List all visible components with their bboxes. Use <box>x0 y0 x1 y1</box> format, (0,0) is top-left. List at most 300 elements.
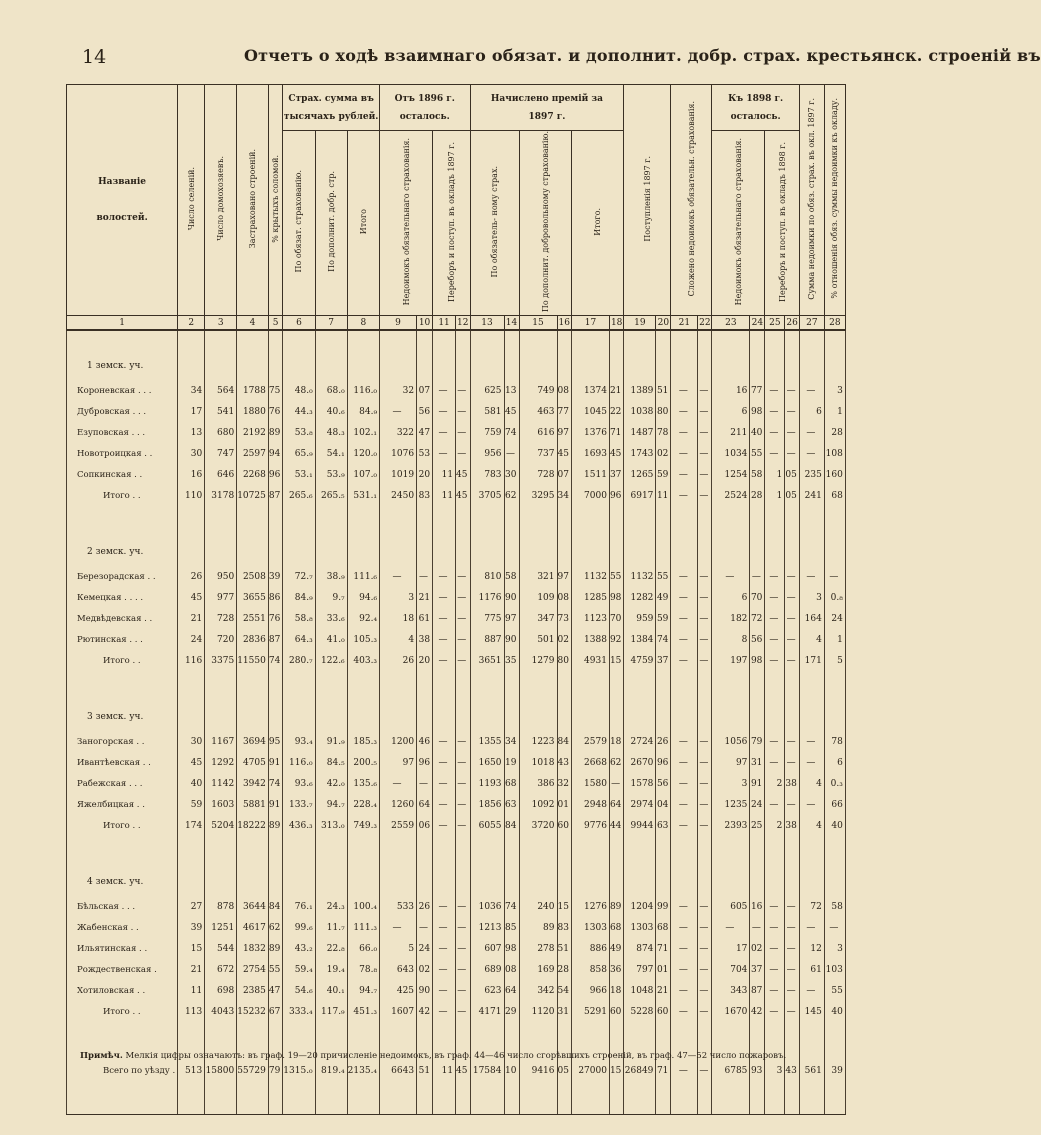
table-cell: 11 <box>433 464 456 485</box>
table-cell: — <box>671 980 698 1001</box>
table-cell: — <box>698 422 712 443</box>
table-cell: 94.₇ <box>347 980 379 1001</box>
table-cell: 56 <box>656 773 671 794</box>
table-cell: — <box>765 1001 785 1022</box>
table-cell: — <box>785 380 799 401</box>
table-cell: 1056 <box>712 731 750 752</box>
spacer-row <box>67 836 846 868</box>
table-cell: — <box>698 794 712 815</box>
table-cell: 04 <box>656 794 671 815</box>
table-cell: 15 <box>609 650 623 671</box>
table-row <box>67 443 846 464</box>
table-cell: — <box>785 650 799 671</box>
row-label: Ильятинская . . <box>67 938 178 959</box>
table-cell: 959 <box>624 608 656 629</box>
table-cell: — <box>433 629 456 650</box>
table-cell: 76 <box>268 608 282 629</box>
table-cell: 133.₇ <box>283 794 315 815</box>
table-cell: 2192 <box>237 422 269 443</box>
table-cell: — <box>750 566 765 587</box>
table-cell: 13 <box>178 422 205 443</box>
column-number: 13 <box>470 316 504 331</box>
table-cell: 80 <box>557 650 571 671</box>
table-cell: 1045 <box>571 401 609 422</box>
table-cell: — <box>698 587 712 608</box>
column-number: 27 <box>799 316 824 331</box>
column-number: 18 <box>609 316 623 331</box>
table-cell: 47 <box>417 422 433 443</box>
table-cell: 51 <box>557 938 571 959</box>
table-cell: — <box>785 794 799 815</box>
table-cell: 1123 <box>571 608 609 629</box>
table-cell: 62 <box>268 917 282 938</box>
table-cell: 33.₆ <box>315 608 347 629</box>
table-cell: 58 <box>750 464 765 485</box>
table-cell: — <box>698 1001 712 1022</box>
table-cell: 89 <box>268 422 282 443</box>
table-row <box>67 917 846 938</box>
table-cell: 68 <box>609 917 623 938</box>
table-cell: 38 <box>417 629 433 650</box>
table-cell: 4759 <box>624 650 656 671</box>
page-title: Отчетъ о ходѣ взаимнаго обязат. и дополнит. добр. страх. крестьянск. строеній въ <box>244 46 1041 65</box>
table-cell: 22 <box>609 401 623 422</box>
table-cell: 2 <box>765 773 785 794</box>
table-cell: 74 <box>504 422 519 443</box>
table-cell: 60 <box>609 1001 623 1022</box>
table-cell: 26 <box>656 731 671 752</box>
table-cell: — <box>765 896 785 917</box>
table-row <box>67 608 846 629</box>
table-cell: 97 <box>557 422 571 443</box>
table-cell: 3178 <box>205 485 237 506</box>
table-row <box>67 587 846 608</box>
table-cell: — <box>765 443 785 464</box>
table-cell: 78 <box>656 422 671 443</box>
table-cell: 87 <box>750 980 765 1001</box>
table-cell: 65.₉ <box>283 443 315 464</box>
header-group-summa: Страх. сумма въ тысячахъ рублей. <box>283 85 380 131</box>
table-cell: 64 <box>417 794 433 815</box>
table-cell: 966 <box>571 980 609 1001</box>
column-number: 22 <box>698 316 712 331</box>
table-cell: 1282 <box>624 587 656 608</box>
table-cell: 51 <box>417 1054 433 1088</box>
table-cell: 321 <box>519 566 557 587</box>
table-cell: 45 <box>178 752 205 773</box>
table-cell: — <box>456 752 470 773</box>
table-cell: 75 <box>268 380 282 401</box>
table-cell: 49 <box>656 587 671 608</box>
table-row <box>67 980 846 1001</box>
table-cell: 91 <box>268 752 282 773</box>
table-cell: 2974 <box>624 794 656 815</box>
table-cell: 3 <box>799 587 824 608</box>
table-cell: 643 <box>380 959 417 980</box>
table-cell: 55729 <box>237 1054 269 1088</box>
table-cell: 2 <box>765 815 785 836</box>
table-row <box>67 566 846 587</box>
table-cell: 99 <box>656 896 671 917</box>
table-cell: 561 <box>799 1054 824 1088</box>
table-cell: — <box>456 731 470 752</box>
section-heading-row <box>67 868 846 896</box>
table-cell: 544 <box>205 938 237 959</box>
row-label: Всего по уѣзду . <box>67 1054 178 1088</box>
table-cell: 160 <box>824 464 845 485</box>
table-cell: 3644 <box>237 896 269 917</box>
table-cell: 30 <box>178 443 205 464</box>
table-cell: 956 <box>470 443 504 464</box>
row-label: 1 земск. уч. <box>67 352 178 380</box>
table-cell: 15232 <box>237 1001 269 1022</box>
table-cell: 333.₄ <box>283 1001 315 1022</box>
table-cell: 1048 <box>624 980 656 1001</box>
table-cell: 1036 <box>470 896 504 917</box>
table-cell: — <box>671 422 698 443</box>
table-cell: 84 <box>268 896 282 917</box>
table-cell: — <box>698 959 712 980</box>
table-cell: 2754 <box>237 959 269 980</box>
table-cell: — <box>785 752 799 773</box>
table-cell: 4705 <box>237 752 269 773</box>
table-cell: 1142 <box>205 773 237 794</box>
table-cell: — <box>765 422 785 443</box>
table-cell: 1788 <box>237 380 269 401</box>
table-cell: — <box>698 464 712 485</box>
table-cell: — <box>671 815 698 836</box>
table-cell: 1880 <box>237 401 269 422</box>
table-cell: 45 <box>456 485 470 506</box>
table-cell: — <box>698 773 712 794</box>
table-cell: 1292 <box>205 752 237 773</box>
table-cell: 90 <box>504 587 519 608</box>
table-cell: 9776 <box>571 815 609 836</box>
row-label: Итого . . <box>67 815 178 836</box>
table-cell: 6643 <box>380 1054 417 1088</box>
table-cell: 0.₃ <box>824 773 845 794</box>
table-cell: 53.₉ <box>315 464 347 485</box>
table-cell: 11 <box>178 980 205 1001</box>
table-cell: 92.₄ <box>347 608 379 629</box>
table-cell: 2450 <box>380 485 417 506</box>
table-cell: 15 <box>557 896 571 917</box>
table-cell: — <box>433 773 456 794</box>
column-number: 12 <box>456 316 470 331</box>
table-row <box>67 959 846 980</box>
table-cell: 28 <box>557 959 571 980</box>
table-cell: 96 <box>656 752 671 773</box>
table-cell: 10725 <box>237 485 269 506</box>
table-cell: 164 <box>799 608 824 629</box>
table-cell: 1580 <box>571 773 609 794</box>
header-pct: % отношенія обяз. суммы недоимки къ окладу. <box>824 85 845 316</box>
table-cell: 78.₈ <box>347 959 379 980</box>
table-cell: 887 <box>470 629 504 650</box>
total-row <box>67 815 846 836</box>
table-cell: 1832 <box>237 938 269 959</box>
table-cell: 1303 <box>571 917 609 938</box>
table-cell: — <box>433 938 456 959</box>
table-cell: 98 <box>750 401 765 422</box>
table-cell: 21 <box>609 380 623 401</box>
table-cell: 43 <box>557 752 571 773</box>
row-label: Итого . . <box>67 650 178 671</box>
table-cell: 90 <box>417 980 433 1001</box>
table-cell: 38 <box>785 815 799 836</box>
table-cell: — <box>456 917 470 938</box>
table-cell: — <box>799 794 824 815</box>
table-cell: — <box>799 917 824 938</box>
table-cell: 72.₇ <box>283 566 315 587</box>
column-number: 2 <box>178 316 205 331</box>
table-cell: 425 <box>380 980 417 1001</box>
table-cell: 54.₁ <box>315 443 347 464</box>
table-cell: 91 <box>750 773 765 794</box>
table-cell: 1092 <box>519 794 557 815</box>
table-cell: 34 <box>557 485 571 506</box>
table-cell: — <box>698 608 712 629</box>
table-cell: 1384 <box>624 629 656 650</box>
table-cell: 01 <box>656 959 671 980</box>
page-number: 14 <box>82 46 107 68</box>
table-cell: 6055 <box>470 815 504 836</box>
table-cell: 1132 <box>571 566 609 587</box>
table-cell: 1223 <box>519 731 557 752</box>
table-cell: 16 <box>750 896 765 917</box>
table-cell: 24.₃ <box>315 896 347 917</box>
table-cell: 48.₃ <box>315 422 347 443</box>
table-cell: 24 <box>824 608 845 629</box>
column-number: 21 <box>671 316 698 331</box>
table-cell: — <box>671 752 698 773</box>
row-label: Березорадская . . <box>67 566 178 587</box>
table-cell: 2524 <box>712 485 750 506</box>
table-cell: 76.₁ <box>283 896 315 917</box>
table-cell: 91.₉ <box>315 731 347 752</box>
table-cell: — <box>456 896 470 917</box>
table-cell: 56 <box>417 401 433 422</box>
table-cell: 513 <box>178 1054 205 1088</box>
table-cell: 66 <box>824 794 845 815</box>
table-cell: 1076 <box>380 443 417 464</box>
table-cell: — <box>698 1054 712 1088</box>
table-cell: 89 <box>268 815 282 836</box>
table-cell: 21 <box>178 959 205 980</box>
table-cell: 1285 <box>571 587 609 608</box>
table-cell: 704 <box>712 959 750 980</box>
table-cell: 541 <box>205 401 237 422</box>
table-cell: 6785 <box>712 1054 750 1088</box>
table-cell: — <box>712 917 750 938</box>
table-cell: — <box>698 731 712 752</box>
table-cell: 64 <box>609 794 623 815</box>
table-cell: 71 <box>656 1054 671 1088</box>
table-cell: — <box>698 380 712 401</box>
table-cell: 98 <box>504 938 519 959</box>
table-cell: 616 <box>519 422 557 443</box>
table-cell: 11.₇ <box>315 917 347 938</box>
column-number: 16 <box>557 316 571 331</box>
table-cell: 1038 <box>624 401 656 422</box>
table-cell: — <box>609 773 623 794</box>
table-cell: 91 <box>268 794 282 815</box>
table-cell: — <box>671 401 698 422</box>
table-cell: 72 <box>750 608 765 629</box>
table-cell: 1204 <box>624 896 656 917</box>
table-cell: — <box>417 917 433 938</box>
header-group-1898: Къ 1898 г. осталось. <box>712 85 799 131</box>
table-cell: 200.₅ <box>347 752 379 773</box>
table-cell: 19.₄ <box>315 959 347 980</box>
header-s-obyaz: По обязат. страхованію. <box>283 131 315 316</box>
table-cell: 278 <box>519 938 557 959</box>
table-cell: 4 <box>799 815 824 836</box>
table-cell: 797 <box>624 959 656 980</box>
table-cell: 2668 <box>571 752 609 773</box>
table-cell: 24 <box>178 629 205 650</box>
table-cell: 34 <box>504 731 519 752</box>
table-cell: 135.₆ <box>347 773 379 794</box>
table-cell: 874 <box>624 938 656 959</box>
table-cell: 5 <box>824 650 845 671</box>
table-cell: 30 <box>504 464 519 485</box>
table-cell: 1650 <box>470 752 504 773</box>
table-cell: 07 <box>557 464 571 485</box>
table-cell: 45 <box>557 443 571 464</box>
table-cell: 1265 <box>624 464 656 485</box>
table-cell: 4931 <box>571 650 609 671</box>
table-cell: — <box>456 980 470 1001</box>
table-cell: 6 <box>712 587 750 608</box>
table-cell: 3651 <box>470 650 504 671</box>
table-row <box>67 422 846 443</box>
table-cell: 74 <box>268 773 282 794</box>
table-cell: 74 <box>656 629 671 650</box>
table-cell: 2559 <box>380 815 417 836</box>
table-cell: 42 <box>417 1001 433 1022</box>
table-cell: 240 <box>519 896 557 917</box>
table-cell: 87 <box>268 629 282 650</box>
table-cell: 108 <box>824 443 845 464</box>
spacer-row <box>67 1088 846 1114</box>
table-cell: 3 <box>380 587 417 608</box>
table-cell: 28 <box>824 422 845 443</box>
table-cell: — <box>785 443 799 464</box>
table-cell: 68.₀ <box>315 380 347 401</box>
table-cell: 45 <box>609 443 623 464</box>
table-cell: 4043 <box>205 1001 237 1022</box>
header-zastrah: Застраховано строеній. <box>237 85 269 316</box>
column-number: 23 <box>712 316 750 331</box>
table-cell: 533 <box>380 896 417 917</box>
header-group-1896: Отъ 1896 г. осталось. <box>380 85 470 131</box>
table-cell: — <box>799 380 824 401</box>
table-row <box>67 464 846 485</box>
table-cell: — <box>433 815 456 836</box>
table-cell: — <box>671 587 698 608</box>
table-cell: 08 <box>557 380 571 401</box>
table-cell: 17 <box>712 938 750 959</box>
table-cell: 94 <box>268 443 282 464</box>
table-cell: 21 <box>178 608 205 629</box>
table-cell: — <box>433 980 456 1001</box>
header-name: Названіе волостей. <box>67 85 178 316</box>
table-cell: 1235 <box>712 794 750 815</box>
table-cell: 66.₀ <box>347 938 379 959</box>
row-label: Рютинская . . . <box>67 629 178 650</box>
table-cell: 463 <box>519 401 557 422</box>
table-cell: 64 <box>504 980 519 1001</box>
row-label: Заногорская . . <box>67 731 178 752</box>
table-cell: 977 <box>205 587 237 608</box>
header-k-nedoim: Недоимокъ обязательнаго страхованія. <box>712 131 765 316</box>
section-heading-row <box>67 538 846 566</box>
table-cell: 1193 <box>470 773 504 794</box>
table-cell: 3694 <box>237 731 269 752</box>
table-cell: 1670 <box>712 1001 750 1022</box>
table-cell: 77 <box>750 380 765 401</box>
table-cell: 06 <box>417 815 433 836</box>
table-cell: — <box>671 731 698 752</box>
table-cell: 117.₉ <box>315 1001 347 1022</box>
table-cell: 40.₁ <box>315 980 347 1001</box>
table-cell: — <box>456 566 470 587</box>
table-cell: 98 <box>609 587 623 608</box>
table-cell: 3 <box>765 1054 785 1088</box>
table-cell: 1 <box>765 464 785 485</box>
total-row <box>67 650 846 671</box>
table-cell: — <box>698 401 712 422</box>
total-row <box>67 485 846 506</box>
table-cell: 747 <box>205 443 237 464</box>
column-number: 15 <box>519 316 557 331</box>
table-cell: 605 <box>712 896 750 917</box>
table-cell: 13 <box>504 380 519 401</box>
table-cell: 343 <box>712 980 750 1001</box>
table-cell: — <box>671 443 698 464</box>
table-cell: — <box>799 980 824 1001</box>
table-cell: 40.₆ <box>315 401 347 422</box>
table-cell: 1303 <box>624 917 656 938</box>
table-cell: — <box>765 650 785 671</box>
table-cell: 10 <box>504 1054 519 1088</box>
table-cell: 16 <box>712 380 750 401</box>
table-cell: 85 <box>504 917 519 938</box>
table-cell: 111.₆ <box>347 566 379 587</box>
table-cell: 18 <box>609 980 623 1001</box>
table-cell: — <box>785 731 799 752</box>
table-cell: 58.₈ <box>283 608 315 629</box>
table-cell: 1018 <box>519 752 557 773</box>
table-cell: 92 <box>609 629 623 650</box>
table-cell: 44 <box>609 815 623 836</box>
table-cell: 737 <box>519 443 557 464</box>
row-label: 2 земск. уч. <box>67 538 178 566</box>
row-label: Езуповская . . . <box>67 422 178 443</box>
table-cell: 116.₀ <box>283 752 315 773</box>
header-s-dop: По дополнит. добр. стр. <box>315 131 347 316</box>
table-cell: 1 <box>824 629 845 650</box>
table-cell: — <box>765 587 785 608</box>
table-cell: — <box>433 896 456 917</box>
header-p-itogo: Итого. <box>571 131 623 316</box>
column-number: 6 <box>283 316 315 331</box>
table-cell: 1213 <box>470 917 504 938</box>
table-cell: 5881 <box>237 794 269 815</box>
table-cell: — <box>765 629 785 650</box>
table-cell: 1743 <box>624 443 656 464</box>
